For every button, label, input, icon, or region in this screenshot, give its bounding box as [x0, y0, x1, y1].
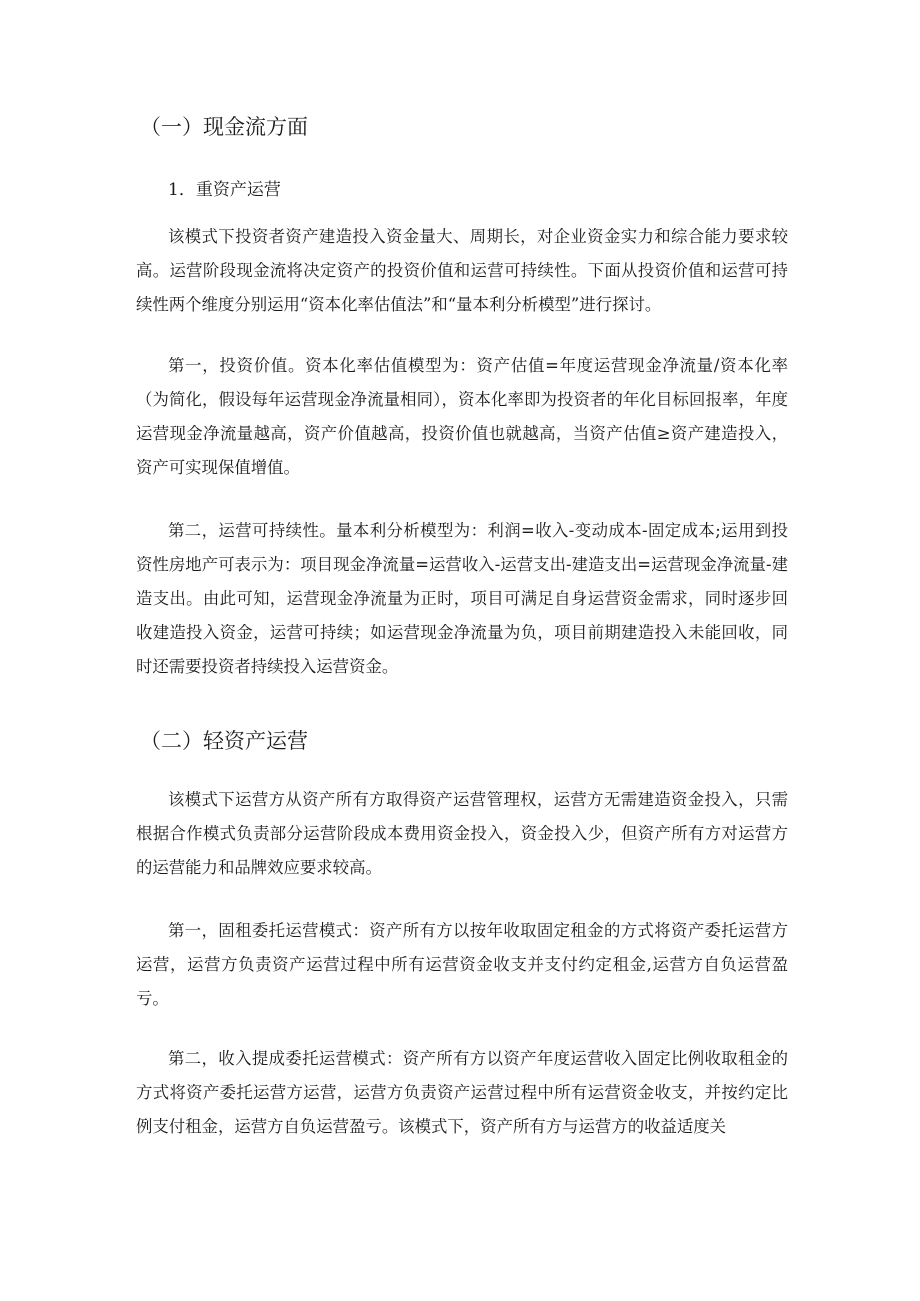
- section-heading-cash-flow: （一）现金流方面: [140, 115, 308, 139]
- section-heading-light-asset: （二）轻资产运营: [140, 729, 308, 753]
- paragraph-fixed-rent-model: 第一，固租委托运营模式：资产所有方以按年收取固定租金的方式将资产委托运营方运营，运营方负责资产运营过程中所有运营资金收支并支付约定租金,运营方自负运营盈亏。: [136, 921, 788, 1008]
- paragraph-investment-value: 第一，投资价值。资本化率估值模型为：资产估值=年度运营现金净流量/资本化率（为简化，假设每年运营现金净流量相同），资本化率即为投资者的年化目标回报率，年度运营现金净流量越高，资产价值越高，投资价值也就越高，当资产估值≥资产建造投入，资产可实现保值增值。: [136, 356, 788, 477]
- paragraph-light-asset-intro: 该模式下运营方从资产所有方取得资产运营管理权，运营方无需建造资金投入，只需根据合作模式负责部分运营阶段成本费用资金投入，资金投入少，但资产所有方对运营方的运营能力和品牌效应要求较高。: [136, 790, 788, 877]
- subheading-heavy-asset: 1．重资产运营: [168, 180, 281, 200]
- paragraph-operating-sustainability: 第二，运营可持续性。量本利分析模型为：利润=收入-变动成本-固定成本;运用到投资性房地产可表示为：项目现金净流量=运营收入-运营支出-建造支出=运营现金净流量-建造支出。由此可知，运营现金净流量为正时，项目可满足自身运营资金需求，同时逐步回收建造投入资金，运营可持续；如运营现金净流量为负，项目前期建造投入未能回收，同时还需要投资者持续投入运营资金。: [136, 521, 788, 676]
- paragraph-heavy-asset-intro: 该模式下投资者资产建造投入资金量大、周期长，对企业资金实力和综合能力要求较高。运营阶段现金流将决定资产的投资价值和运营可持续性。下面从投资价值和运营可持续性两个维度分别运用“资本化率估值法”和“量本利分析模型”进行探讨。: [136, 227, 788, 314]
- paragraph-revenue-share-model: 第二，收入提成委托运营模式：资产所有方以资产年度运营收入固定比例收取租金的方式将资产委托运营方运营，运营方负责资产运营过程中所有运营资金收支，并按约定比例支付租金，运营方自负运营盈亏。该模式下，资产所有方与运营方的收益适度关: [136, 1049, 788, 1136]
